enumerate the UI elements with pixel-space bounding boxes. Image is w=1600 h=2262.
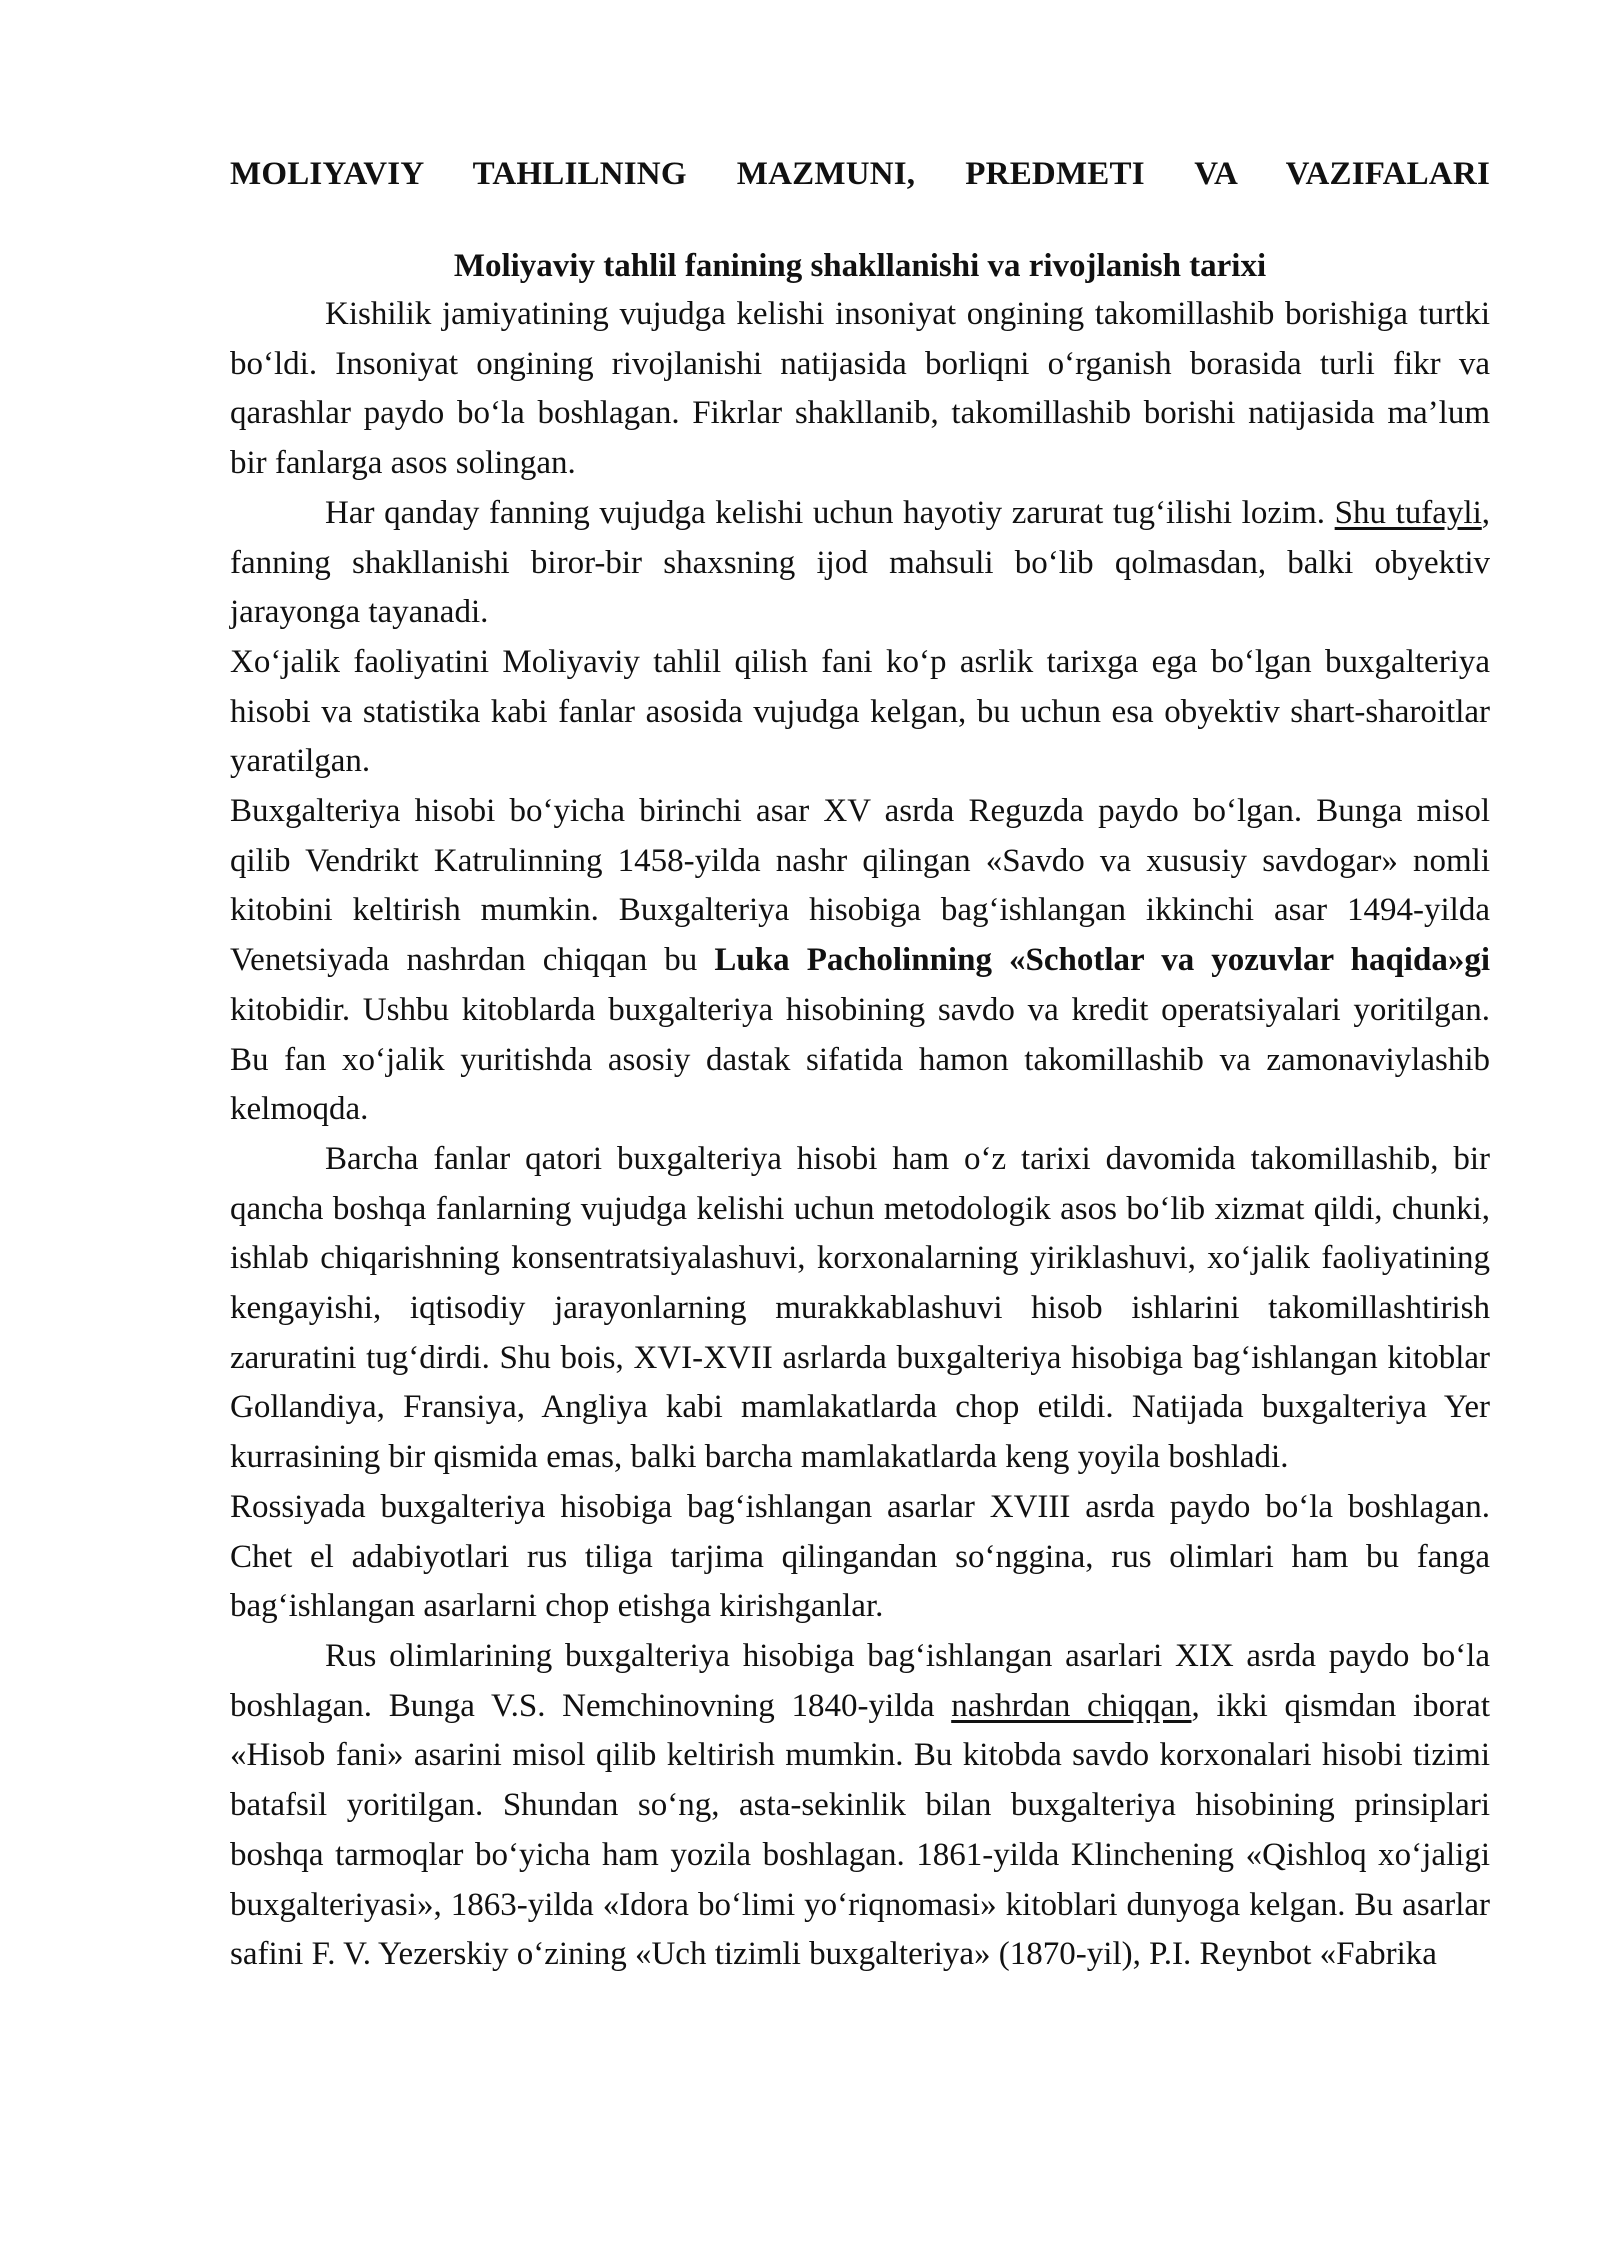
paragraph-2-text-b: , fanning shakllanishi biror-bir shaxsning ijod mahsuli bo‘lib qolmasdan, balki obyektiv jarayonga tayanadi.	[230, 494, 1490, 631]
section-title: Moliyaviy tahlil fanining shakllanishi va rivojlanish tarixi	[453, 248, 1267, 284]
paragraph-2-text-a: Har qanday fanning vujudga kelishi uchun hayotiy zarurat tug‘ilishi lozim.	[325, 494, 1335, 531]
paragraph-2	[230, 489, 1490, 638]
underlined-phrase-nashrdan-chiqqan: nashrdan chiqqan	[951, 1687, 1192, 1724]
paragraph-6: Rossiyada buxgalteriya hisobiga bag‘ishlangan asarlar XVIII asrda paydo bo‘la boshlagan. Chet el adabiyotlari rus tiliga tarjima qilingandan so‘nggina, rus olimlari ham bu fanga bag‘ishlangan asarlarni chop etishga kirishganlar.	[230, 1488, 1490, 1625]
paragraph-4-text-b: kitobidir. Ushbu kitoblarda buxgalteriya hisobining savdo va kredit operatsiyalari yoritilgan. Bu fan xo‘jalik yuritishda asosiy dastak sifatida hamon takomillashib va zamonaviylashib kelmoqda.	[230, 991, 1490, 1128]
document-title: MOLIYAVIY TAHLILNING MAZMUNI, PREDMETI VA VAZIFALARI	[230, 156, 1490, 192]
bold-book-title: Luka Pacholinning «Schotlar va yozuvlar haqida»gi	[714, 942, 1490, 979]
document-page	[230, 150, 1490, 1980]
paragraph-3: Xo‘jalik faoliyatini Moliyaviy tahlil qilish fani ko‘p asrlik tarixga ega bo‘lgan buxgalteriya hisobi va statistika kabi fanlar asosida vujudga kelgan, bu uchun esa obyektiv shart-sharoitlar yaratilgan.	[230, 643, 1490, 780]
paragraph-7-text-a: Rus olimlarining buxgalteriya hisobiga bag‘ishlangan asarlari XIX asrda paydo bo‘la boshlagan. Bunga V.S. Nemchinovning 1840-yilda	[230, 1637, 1490, 1724]
paragraph-1: Kishilik jamiyatining vujudga kelishi insoniyat ongining takomillashib borishiga turtki bo‘ldi. Insoniyat ongining rivojlanishi natijasida borliqni o‘rganish borasida turli fikr va qarashlar paydo bo‘la boshlagan. Fikrlar shakllanib, takomillashib borishi natijasida ma’lum bir fanlarga asos solingan.	[230, 296, 1490, 482]
paragraph-4-text-a: Buxgalteriya hisobi bo‘yicha birinchi asar XV asrda Reguzda paydo bo‘lgan. Bunga misol qilib Vendrikt Katrulinning 1458-yilda nashr qilingan «Savdo va xususiy savdogar» nomli kitobini keltirish mumkin. Buxgalteriya hisobiga bag‘ishlangan ikkinchi asar 1494-yilda Venetsiyada nashrdan chiqqan bu	[230, 793, 1490, 979]
paragraph-5: Barcha fanlar qatori buxgalteriya hisobi ham o‘z tarixi davomida takomillashib, bir qancha boshqa fanlarning vujudga kelishi uchun metodologik asos bo‘lib xizmat qildi, chunki, ishlab chiqarishning konsentratsiyalashuvi, korxonalarning yiriklashuvi, xo‘jalik faoliyatining kengayishi, iqtisodiy jarayonlarning murakkablashuvi hisob ishlarini takomillashtirish zaruratini tug‘dirdi. Shu bois, XVI-XVII asrlarda buxgalteriya hisobiga bag‘ishlangan kitoblar Gollandiya, Fransiya, Angliya kabi mamlakatlarda chop etildi. Natijada buxgalteriya Yer kurrasining bir qismida emas, balki barcha mamlakatlarda keng yoyila boshladi.	[230, 1140, 1490, 1476]
paragraph-7	[230, 1632, 1490, 1980]
paragraph-4	[230, 787, 1490, 1135]
paragraph-7-text-b: , ikki qismdan iborat «Hisob fani» asarini misol qilib keltirish mumkin. Bu kitobda savdo korxonalari hisobi tizimi batafsil yoritilgan. Shundan so‘ng, asta-sekinlik bilan buxgalteriya hisobining prinsiplari boshqa tarmoqlar bo‘yicha ham yozila boshlagan. 1861-yilda Klinchening «Qishloq xo‘jaligi buxgalteriyasi», 1863-yilda «Idora bo‘limi yo‘riqnomasi» kitoblari dunyoga kelgan. Bu asarlar safini F. V. Yezerskiy o‘zining «Uch tizimli buxgalteriya» (1870-yil), P.I. Reynbot «Fabrika	[230, 1687, 1490, 1973]
underlined-phrase-shu-tufayli: Shu tufayli	[1334, 494, 1482, 531]
